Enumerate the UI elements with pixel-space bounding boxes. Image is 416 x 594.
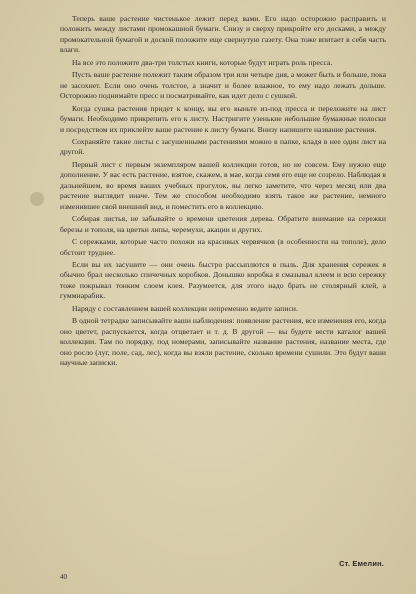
paragraph: Собирая листья, не забывайте о времени цветения дерева. Обратите внимание на сережки березы и тополя, на цветки липы, черемухи, акации и других.	[60, 214, 386, 234]
paragraph: С сережками, которые часто похожи на красивых червячков (в особенности на тополе), дело обстоит труднее.	[60, 237, 386, 257]
paragraph: Сохраняйте такие листы с засушенными растениями можно в папке, кладя в нее один лист на другой.	[60, 136, 386, 157]
paragraph: В одной тетрадке записывайте ваши наблюдения: появление растения, все изменения его, когда оно цветет, распускается, когда отцветает и т. д. В другой — вы будете вести каталог вашей коллекции. Там по порядку, под номерами, записывайте название растения, название места, где оно росло (луг, поле, сад, лес), когда вы взяли растение, сколько времени сушили. Это будут ваши научные записки.	[60, 316, 386, 368]
paragraph: Когда сушка растения придет к концу, вы его выньте из-под пресса и переложите на лист бумаги. Необходимо прикрепить его к листу. Настригите узенькие небольшие бумажные полоски и посредством их приклейте ваше растение к листу бумаги. Внизу напишите название растения.	[60, 103, 386, 134]
paper-stain	[30, 192, 44, 206]
paragraph: Наряду с составлением вашей коллекции непременно ведите записи.	[72, 303, 298, 313]
author-signature: Ст. Емелин.	[339, 559, 384, 568]
paragraph: Первый лист с первым экземпляром вашей коллекции готов, но не совсем. Ему нужно еще дополнение. У вас есть растение, взятое, скажем, в мае, когда семя его еще не созрело. Наблюдая в дальнейшем, во время ваших учебных прогулок, вы легко заметите, что через месяц или два растение выглядит иначе. Тем же способом необходимо взять такое же растение, немного изменившее свой внешний вид, и поместить его в коллекцию.	[60, 159, 386, 211]
paragraph: На все это положите два-три толстых книги, которые будут играть роль пресса.	[72, 57, 333, 67]
paragraph: Теперь ваше растение чистенькое лежит перед вами. Его надо осторожно расправить и положить между листами промокашной бумаги. Снизу и сверху прикройте его досками, а между промокательной бумагой и доской положите еще свернутую газету. Она тоже впитает в себя часть влаги.	[60, 14, 386, 55]
page-number: 40	[60, 573, 67, 581]
body-text	[60, 14, 386, 369]
paragraph: Если вы их засушите — они очень быстро рассыплются в пыль. Для хранения сережек я обычно брал несколько спичечных коробков. Донышко коробка я смазывал клеем и всю сережку тоже покрывал тонким слоем клея. Разумеется, для этого надо брать не столярный клей, а гуммиарабик.	[60, 259, 386, 301]
paragraph: Пусть ваше растение полежит таким образом три или четыре дня, а может быть и больше, пока не засохнет. Если оно очень толстое, а значит и более влажное, то ему надо лежать дольше. Осторожно поднимайте пресс и посматривайте, как идет дело с сушкой.	[60, 70, 386, 101]
